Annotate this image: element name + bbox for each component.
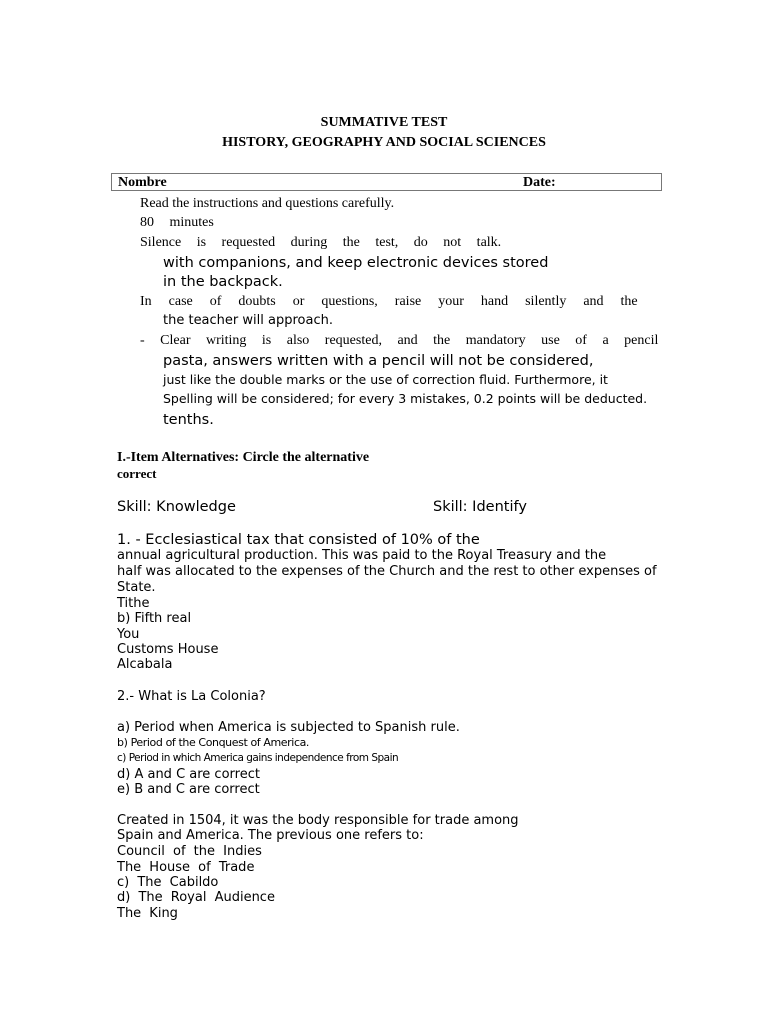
question-3-option: The King — [117, 906, 178, 921]
instruction-text: Read the instructions and questions carefully. — [140, 196, 395, 211]
question-3-option: Council of the Indies — [117, 844, 262, 859]
question-1-text: half was allocated to the expenses of the Church and the rest to other expenses of — [117, 564, 657, 579]
instruction-line: with companions, and keep electronic devices stored — [163, 255, 549, 271]
instruction-line: pasta, answers written with a pencil will not be considered, — [163, 353, 594, 369]
instruction-line: Silence is requested during the test, do not talk. — [140, 235, 502, 250]
instruction-line — [140, 196, 488, 212]
question-2-option: c) Period in which America gains independence from Spain — [117, 752, 399, 764]
question-3-option: d) The Royal Audience — [117, 890, 275, 905]
question-2-text: 2.- What is La Colonia? — [117, 689, 266, 704]
question-1-option: Customs House — [117, 642, 219, 657]
question-3-option: c) The Cabildo — [117, 875, 219, 890]
question-3-option: The House of Trade — [117, 860, 255, 875]
instruction-line: just like the double marks or the use of correction fluid. Furthermore, it — [163, 372, 608, 387]
skill-knowledge-label: Skill: Knowledge — [117, 499, 236, 515]
page-subtitle: HISTORY, GEOGRAPHY AND SOCIAL SCIENCES — [222, 135, 546, 150]
section-heading: I.-Item Alternatives: Circle the alternative — [117, 450, 370, 465]
name-label: Nombre — [118, 175, 167, 190]
date-label: Date: — [523, 175, 556, 190]
question-3-text: Created in 1504, it was the body responsible for trade among — [117, 813, 519, 828]
question-1-option: b) Fifth real — [117, 611, 192, 626]
instruction-line: tenths. — [163, 412, 214, 428]
instruction-line: - Clear writing is also requested, and the mandatory use of a pencil — [140, 333, 659, 348]
question-1-text: 1. - Ecclesiastical tax that consisted of 10% of the — [117, 532, 480, 548]
instruction-line: in the backpack. — [163, 274, 283, 290]
question-2-option: b) Period of the Conquest of America. — [117, 736, 310, 749]
question-3-text: Spain and America. The previous one refers to: — [117, 828, 424, 843]
question-2-option: e) B and C are correct — [117, 782, 260, 797]
question-2-option: a) Period when America is subjected to Spanish rule. — [117, 720, 460, 735]
name-date-box — [111, 173, 662, 191]
instruction-line: In case of doubts or questions, raise your hand silently and the — [140, 294, 638, 309]
question-2-option: d) A and C are correct — [117, 767, 260, 782]
instruction-line: the teacher will approach. — [163, 313, 333, 328]
instruction-line: Spelling will be considered; for every 3 mistakes, 0.2 points will be deducted. — [163, 391, 648, 406]
question-1-option: Tithe — [117, 596, 150, 611]
page-title: SUMMATIVE TEST — [320, 115, 448, 130]
question-1-text: annual agricultural production. This was paid to the Royal Treasury and the — [117, 548, 607, 563]
question-1-option: Alcabala — [117, 657, 173, 672]
question-1-text: State. — [117, 580, 156, 595]
section-heading-cont: correct — [117, 466, 157, 481]
skill-identify-label: Skill: Identify — [433, 499, 527, 515]
question-1-option: You — [117, 627, 140, 642]
instruction-line: 80 minutes — [140, 215, 214, 230]
